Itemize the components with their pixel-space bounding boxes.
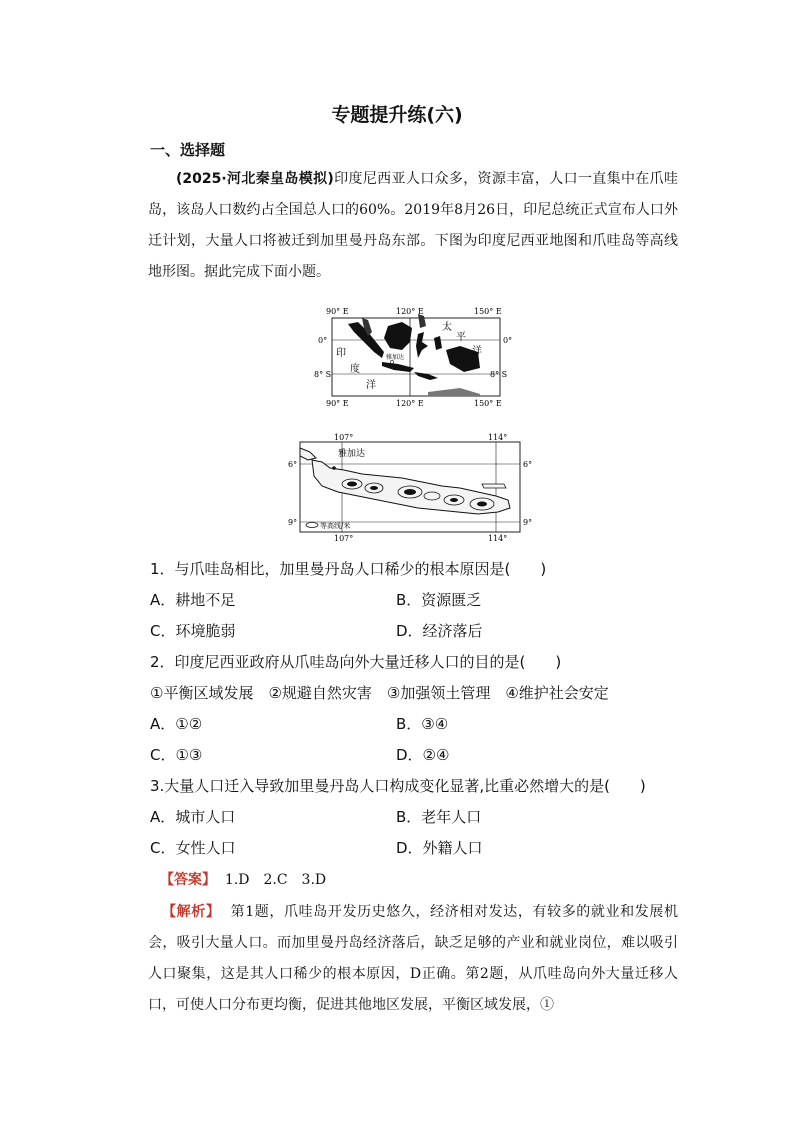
map1-lat-0-left: 0°: [318, 336, 328, 345]
map1-pacific-3: 洋: [472, 346, 482, 357]
map1-lon-top-2: 150° E: [474, 307, 502, 316]
q3-option-a[interactable]: A．城市人口: [150, 808, 236, 826]
map1-lat-8s-left: 8° S: [314, 370, 332, 379]
map1-pacific-1: 太: [442, 322, 452, 333]
contour-west-1-core: [347, 482, 357, 487]
q3-option-c[interactable]: C．女性人口: [150, 839, 236, 857]
map2-city-jakarta: 雅加达: [338, 449, 366, 459]
q1-option-d[interactable]: D．经济落后: [396, 622, 483, 640]
answer-line: [160, 869, 326, 889]
q1-option-c[interactable]: C．环境脆弱: [150, 622, 236, 640]
map1-indian-2: 度: [350, 364, 360, 375]
intro-paragraph: [148, 164, 678, 288]
q2-option-b[interactable]: B．③④: [396, 715, 449, 733]
indonesia-map: [310, 302, 526, 410]
map1-city-jakarta: 雅加达: [386, 354, 405, 361]
q1-option-b[interactable]: B．资源匮乏: [396, 591, 482, 609]
madura-island-outline: [482, 484, 506, 488]
section-heading: 一、选择题: [150, 141, 226, 159]
map1-lat-8s-right: 8° S: [490, 370, 508, 379]
map2-legend-label: 等高线/米: [320, 522, 351, 530]
q1-option-a[interactable]: A．耕地不足: [150, 591, 236, 609]
map2-lat-right-9: 9°: [523, 518, 533, 527]
map1-indian-1: 印: [336, 348, 346, 359]
map2-lon-top-114: 114°: [488, 433, 508, 442]
q2-option-c[interactable]: C．①③: [150, 746, 203, 764]
contour-central-1-core: [404, 489, 416, 495]
map2-lon-top-107: 107°: [334, 433, 354, 442]
map1-lon-bottom-1: 120° E: [396, 399, 424, 408]
map2-lon-bottom-114: 114°: [488, 534, 508, 542]
answer-tag: 【答案】: [160, 872, 216, 888]
q2-option-d[interactable]: D．②④: [396, 746, 450, 764]
map2-lat-left-6: 6°: [288, 460, 298, 469]
contour-west-2-core: [370, 486, 378, 490]
java-contour-map: [282, 430, 538, 542]
q2-option-a[interactable]: A．①②: [150, 715, 203, 733]
question-3-stem: 3.大量人口迁入导致加里曼丹岛人口构成变化显著,比重必然增大的是( ): [150, 777, 646, 795]
intro-text: 印度尼西亚人口众多，资源丰富，人口一直集中在爪哇岛，该岛人口数约占全国总人口的60%。2019年8月26日，印尼总统正式宣布人口外迁计划，大量人口将被迁到加里曼丹岛东部。下图为印度尼西亚地图和爪哇岛等高线地形图。据此完成下面小题。: [148, 171, 678, 280]
map2-lat-right-6: 6°: [523, 460, 533, 469]
q3-option-b[interactable]: B．老年人口: [396, 808, 482, 826]
contour-east-2-core: [477, 502, 487, 507]
question-2-choices: ①平衡区域发展 ②规避自然灾害 ③加强领土管理 ④维护社会安定: [150, 684, 609, 702]
question-1-stem: 1．与爪哇岛相比，加里曼丹岛人口稀少的根本原因是( ): [150, 560, 547, 578]
q3-option-d[interactable]: D．外籍人口: [396, 839, 483, 857]
explanation-paragraph: [148, 897, 678, 1021]
explanation-text: 第1题，爪哇岛开发历史悠久，经济相对发达，有较多的就业和发展机会，吸引大量人口。而加里曼丹岛经济落后，缺乏足够的产业和就业岗位，难以吸引人口聚集，这是其人口稀少的根本原因，D正确。第2题，从爪哇岛向外大量迁移人口，可使人口分布更均衡，促进其他地区发展，平衡区域发展，①: [148, 904, 679, 1013]
map1-lon-bottom-0: 90° E: [326, 399, 349, 408]
map1-pacific-2: 平: [456, 332, 466, 343]
answer-text: 1.D 2.C 3.D: [224, 872, 327, 888]
jakarta-marker: [332, 466, 336, 470]
contour-east-1-core: [450, 498, 458, 502]
explanation-tag: 【解析】: [162, 904, 221, 920]
map1-indian-3: 洋: [366, 380, 376, 391]
map1-lon-top-1: 120° E: [396, 307, 424, 316]
question-2-stem: 2．印度尼西亚政府从爪哇岛向外大量迁移人口的目的是( ): [150, 653, 562, 671]
page-title: 专题提升练(六): [331, 104, 463, 126]
map2-lat-left-9: 9°: [288, 518, 298, 527]
map2-lon-bottom-107: 107°: [334, 534, 354, 542]
map1-lat-0-right: 0°: [503, 336, 513, 345]
map1-lon-bottom-2: 150° E: [474, 399, 502, 408]
map1-lon-top-0: 90° E: [326, 307, 349, 316]
intro-source: (2025·河北秦皇岛模拟): [176, 171, 334, 187]
